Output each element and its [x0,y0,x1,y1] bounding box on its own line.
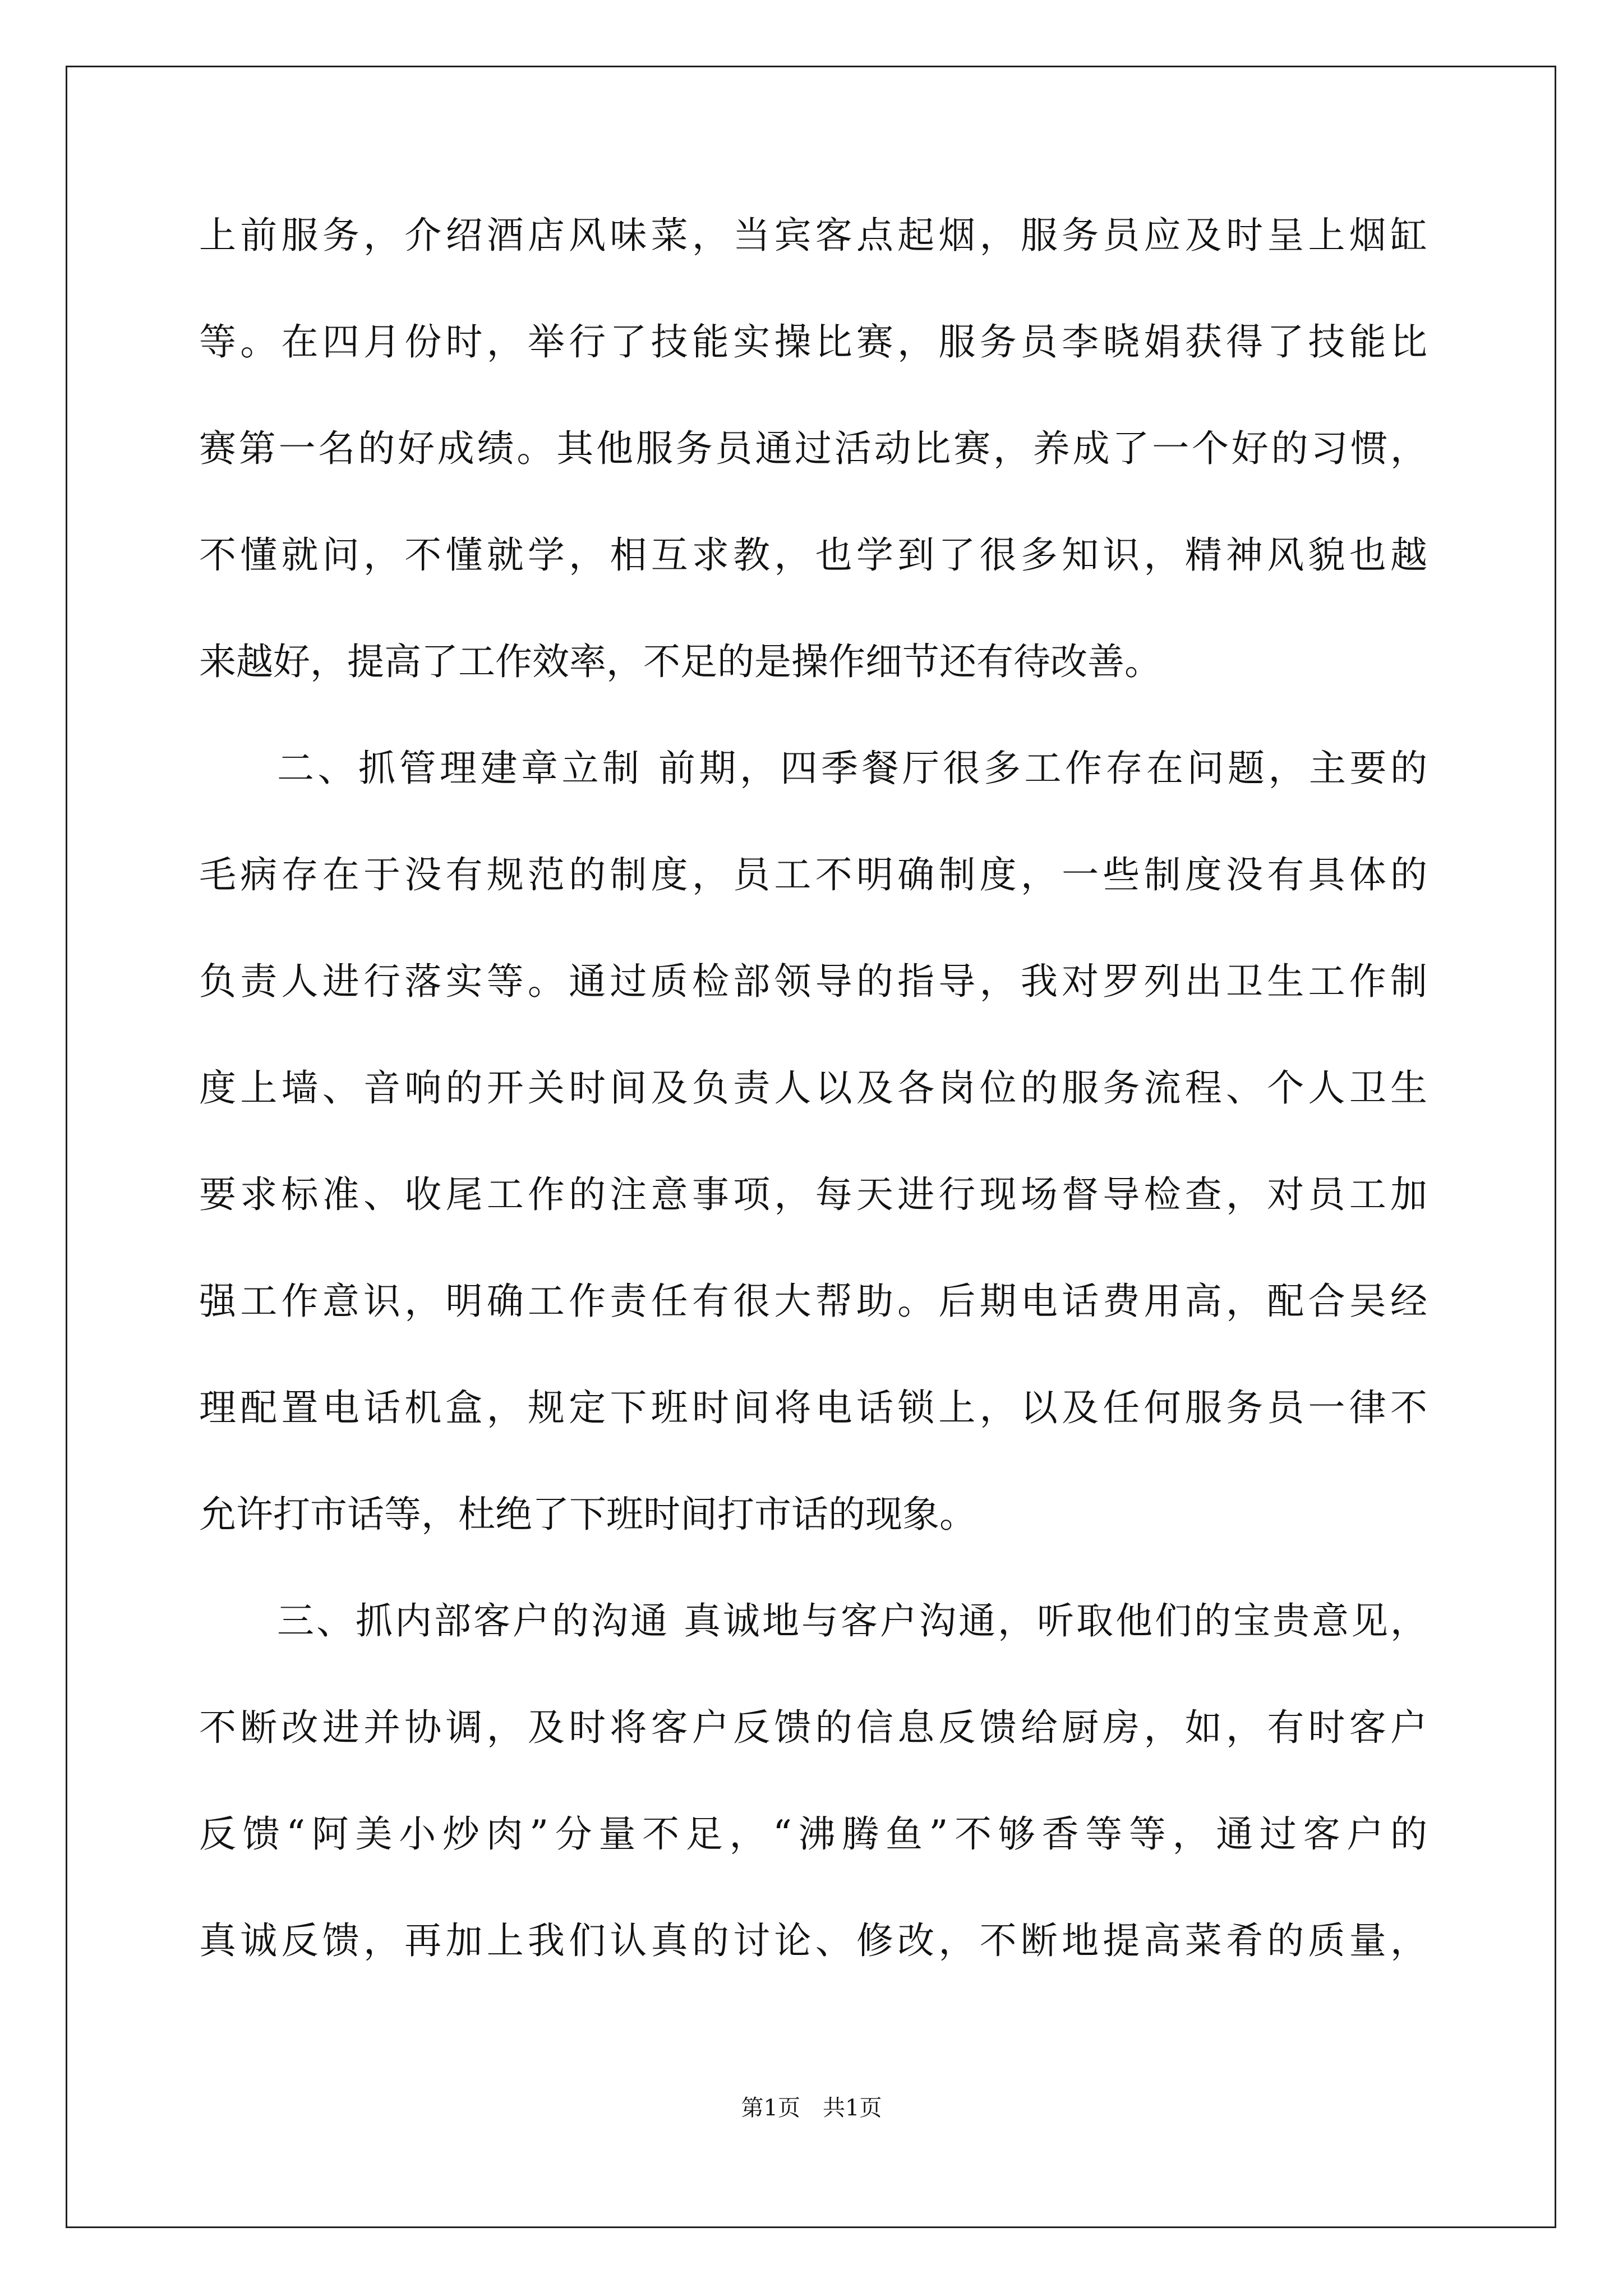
text-line: 强工作意识，明确工作责任有很大帮助。后期电话费用高，配合吴经 [199,1280,1427,1323]
text-line: 等。在四月份时，举行了技能实操比赛，服务员李晓娟获得了技能比 [199,320,1427,364]
text-line: 允许打市话等，杜绝了下班时间打市话的现象。 [199,1493,976,1536]
paragraph-heading-3: 三、抓内部客户的沟通 真诚地与客户沟通，听取他们的宝贵意见， [277,1599,1427,1642]
paragraph-heading-2: 二、抓管理建章立制 前期，四季餐厅很多工作存在问题，主要的 [277,747,1427,790]
text-line: 真诚反馈，再加上我们认真的讨论、修改，不断地提高菜肴的质量， [199,1919,1427,1962]
text-line: 要求标准、收尾工作的注意事项，每天进行现场督导检查，对员工加 [199,1173,1427,1216]
text-line: 不懂就问，不懂就学，相互求教，也学到了很多知识，精神风貌也越 [199,533,1427,577]
text-line: 负责人进行落实等。通过质检部领导的指导，我对罗列出卫生工作制 [199,960,1427,1003]
page-border [66,66,1556,2228]
text-line: 反馈“阿美小炒肉”分量不足，“沸腾鱼”不够香等等，通过客户的 [199,1812,1427,1856]
text-line: 度上墙、音响的开关时间及负责人以及各岗位的服务流程、个人卫生 [199,1066,1427,1110]
page-footer: 第1页 共1页 [741,2095,882,2121]
text-line: 毛病存在于没有规范的制度，员工不明确制度，一些制度没有具体的 [199,853,1427,896]
text-line: 理配置电话机盒，规定下班时间将电话锁上，以及任何服务员一律不 [199,1386,1427,1429]
text-line: 不断改进并协调，及时将客户反馈的信息反馈给厨房，如，有时客户 [199,1706,1427,1749]
text-line: 赛第一名的好成绩。其他服务员通过活动比赛，养成了一个好的习惯， [199,427,1427,470]
text-line: 上前服务，介绍酒店风味菜，当宾客点起烟，服务员应及时呈上烟缸 [199,214,1427,257]
text-line: 来越好，提高了工作效率，不足的是操作细节还有待改善。 [199,640,1161,683]
